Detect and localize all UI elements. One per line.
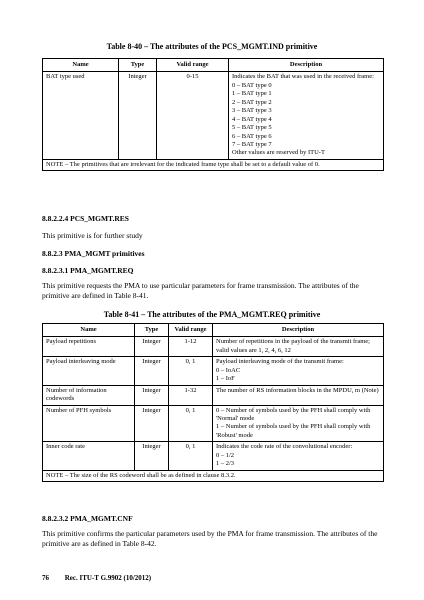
cell-description (213, 405, 384, 442)
header-type: Type (135, 324, 169, 337)
desc-line: Indicates the code rate of the convolutional encoder: (216, 443, 353, 451)
page-footer (42, 574, 165, 582)
section-text: This primitive confirms the particular parameters used by the PMA for frame transmission. The attributes of the primitive are as defined in Table 8-42. (42, 529, 378, 549)
table-8-41 (42, 323, 384, 482)
table-8-41-caption: Table 8-41 – The attributes of the PMA_MGMT.REQ primitive (103, 310, 321, 319)
header-valid-range: Valid range (169, 324, 213, 337)
desc-line: Other values are reserved by ITU-T (232, 149, 325, 157)
desc-line: Payload interleaving mode of the transmit frame: (216, 358, 344, 366)
cell-description (213, 357, 384, 385)
cell-range: 0, 1 (169, 357, 213, 385)
desc-line: 2 – BAT type 2 (232, 98, 272, 106)
cell-description (213, 337, 384, 357)
desc-line: Indicates the BAT that was used in the received frame: (232, 73, 374, 81)
cell-range: 1-32 (169, 385, 213, 405)
header-type: Type (119, 59, 157, 72)
table-header-row (43, 324, 384, 337)
desc-line: 4 – BAT type 4 (232, 115, 272, 123)
table-note-row (43, 159, 384, 170)
desc-line: 0 – BAT type 0 (232, 81, 272, 89)
section-heading: 8.8.2.3.1 PMA_MGMT.REQ (42, 266, 134, 275)
table-row (43, 405, 384, 442)
header-description: Description (229, 59, 384, 72)
table-row (43, 385, 384, 405)
cell-name: Number of information codewords (43, 385, 135, 405)
desc-line: 3 – BAT type 3 (232, 107, 272, 115)
header-name: Name (43, 324, 135, 337)
table-note-row (43, 470, 384, 481)
desc-line: 1 – BAT type 1 (232, 90, 272, 98)
cell-type: Integer (135, 405, 169, 442)
desc-line: 0 – IoAC (216, 366, 241, 374)
cell-range: 1-12 (169, 337, 213, 357)
section-text: This primitive requests the PMA to use particular parameters for frame transmission. The attributes of the primitive are defined in Table 8-41. (42, 281, 359, 301)
section-heading: 8.8.2.3 PMA_MGMT primitives (42, 249, 145, 258)
table-note: NOTE – The primitives that are irrelevant for the indicated frame type shall be set to a default value of 0. (43, 159, 384, 170)
cell-name: Inner code rate (43, 442, 135, 470)
table-8-40 (42, 58, 384, 171)
desc-line: 1 – IoF (216, 375, 235, 383)
cell-type: Integer (135, 337, 169, 357)
page-number: 76 (42, 574, 49, 582)
table-row (43, 72, 384, 159)
desc-line: Number of repetitions in the payload of the transmit frame; valid values are 1, 2, 4, 6, 12 (216, 338, 370, 354)
desc-line: 1 – 2/3 (216, 460, 235, 468)
section-heading: 8.8.2.2.4 PCS_MGMT.RES (42, 214, 129, 223)
table-note: NOTE – The size of the RS codeword shall be as defined in clause 8.3.2. (43, 470, 384, 481)
section-text: This primitive is for further study (42, 231, 143, 240)
cell-name: BAT type used (43, 72, 119, 159)
header-valid-range: Valid range (157, 59, 229, 72)
table-row (43, 337, 384, 357)
cell-name: Payload interleaving mode (43, 357, 135, 385)
table-header-row (43, 59, 384, 72)
desc-line: 5 – BAT type 5 (232, 124, 272, 132)
desc-line: 7 – BAT type 7 (232, 140, 272, 148)
cell-range: 0-15 (157, 72, 229, 159)
table-row (43, 442, 384, 470)
cell-type: Integer (135, 385, 169, 405)
header-description: Description (213, 324, 384, 337)
document-reference: Rec. ITU-T G.9902 (10/2012) (64, 574, 152, 582)
cell-name: Payload repetitions (43, 337, 135, 357)
table-8-40-caption: Table 8-40 – The attributes of the PCS_MGMT.IND primitive (106, 42, 318, 51)
cell-range: 0, 1 (169, 442, 213, 470)
cell-type: Integer (135, 357, 169, 385)
cell-type: Integer (119, 72, 157, 159)
desc-line: 1 – Number of symbols used by the PFH shall comply with 'Robust' mode (216, 423, 371, 439)
cell-range: 0, 1 (169, 405, 213, 442)
desc-line: 6 – BAT type 6 (232, 132, 272, 140)
desc-line: 0 – 1/2 (216, 451, 235, 459)
desc-line: The number of RS information blocks in the MPDU, m (Note) (216, 386, 379, 394)
header-name: Name (43, 59, 119, 72)
cell-description (213, 442, 384, 470)
cell-description (229, 72, 384, 159)
desc-line: 0 – Number of symbols used by the PFH shall comply with 'Normal' mode (216, 406, 371, 422)
section-heading: 8.8.2.3.2 PMA_MGMT.CNF (42, 514, 133, 523)
cell-description (213, 385, 384, 405)
cell-type: Integer (135, 442, 169, 470)
table-row (43, 357, 384, 385)
cell-name: Number of PFH symbols (43, 405, 135, 442)
